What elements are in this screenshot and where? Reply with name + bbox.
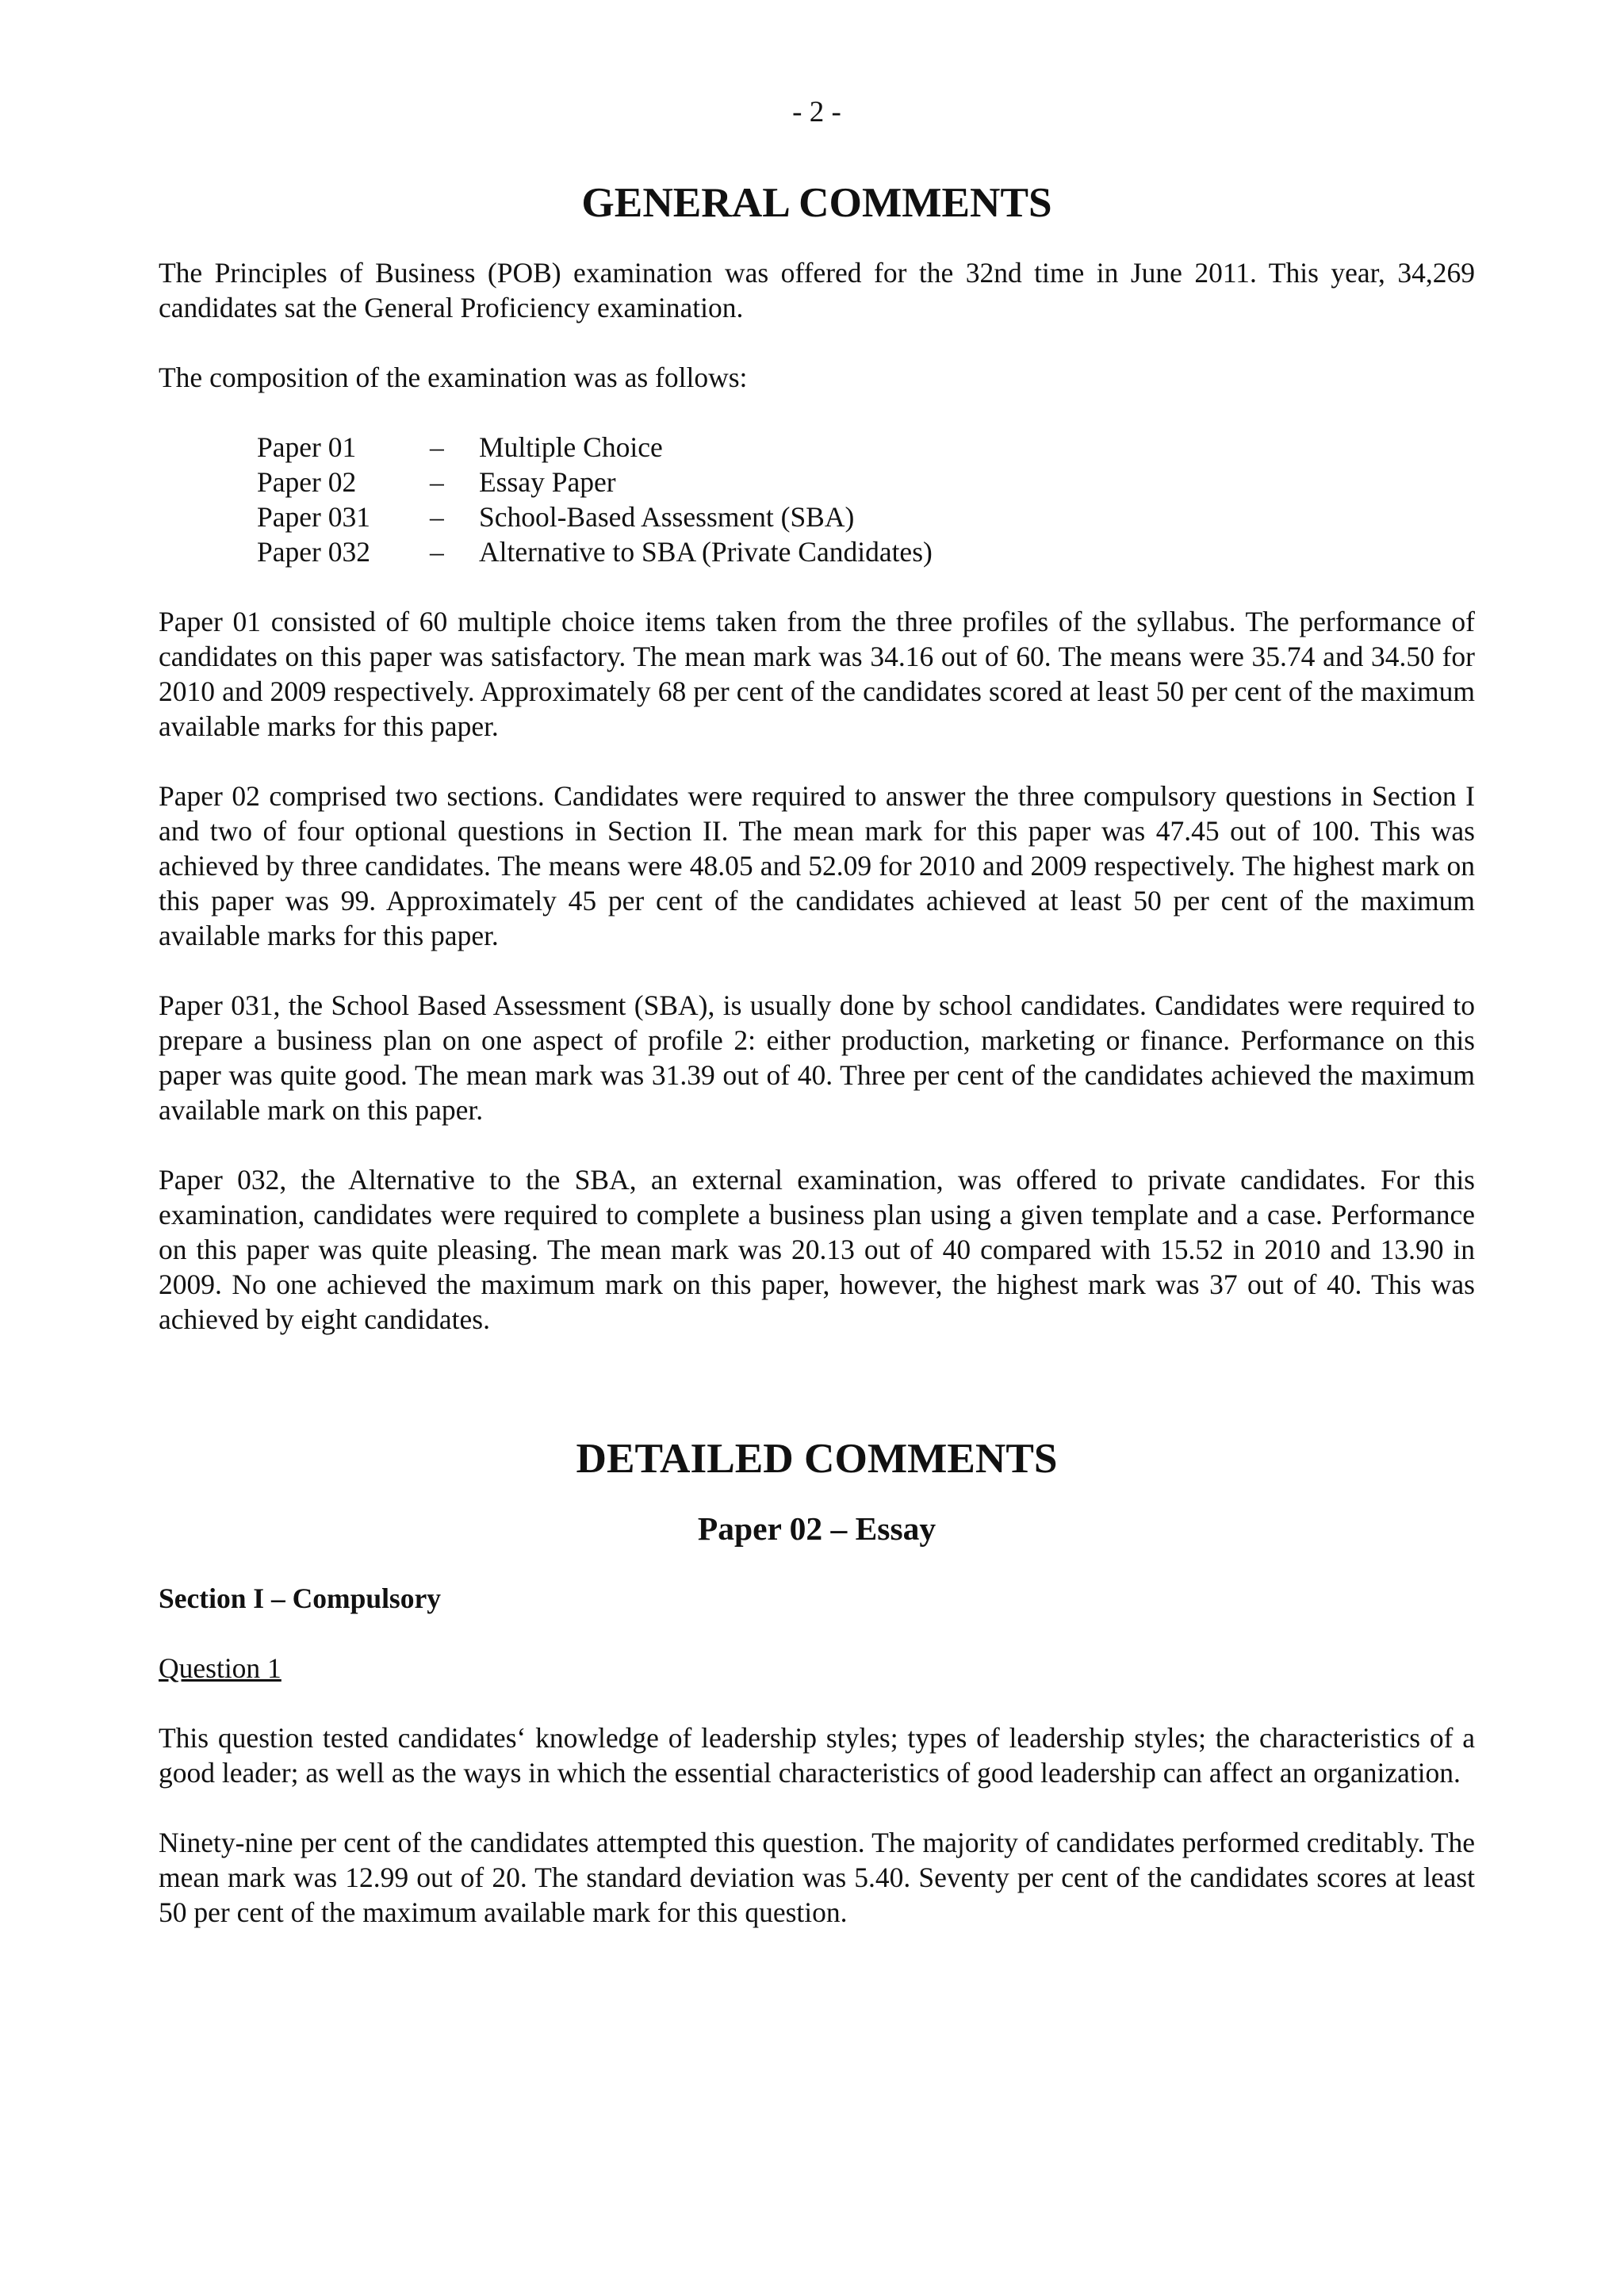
- question-1-performance: Ninety-nine per cent of the candidates attempted this question. The majority of candidates performed creditably. The mean mark was 12.99 out of 20. The standard deviation was 5.40. Seventy per cent of the candidates scores at least 50 per cent of the maximum available mark for this question.: [159, 1827, 1475, 1928]
- question-1-description: This question tested candidates‘ knowledge of leadership styles; types of leadership styles; the characteristics of a good leader; as well as the ways in which the essential characteristics of good leadership can affect an organization.: [159, 1722, 1475, 1789]
- composition-dash: –: [430, 466, 444, 498]
- detailed-comments-heading: DETAILED COMMENTS: [576, 1435, 1058, 1482]
- composition-row: [257, 534, 933, 569]
- general-comments-heading: GENERAL COMMENTS: [581, 179, 1052, 226]
- paper-02-paragraph: Paper 02 comprised two sections. Candidates were required to answer the three compulsory questions in Section I and two of four optional questions in Section II. The mean mark for this paper was 47.45 out of 100. This was achieved by three candidates. The means were 48.05 and 52.09 for 2010 and 2009 respectively. The highest mark on this paper was 99. Approximately 45 per cent of the candidates achieved at least 50 per cent of the maximum available marks for this paper.: [159, 780, 1475, 951]
- paper-031-paragraph: Paper 031, the School Based Assessment (SBA), is usually done by school candidates. Candidates were required to prepare a business plan on one aspect of profile 2: either production, marketing or finance. Performance on this paper was quite good. The mean mark was 31.39 out of 40. Three per cent of the candidates achieved the maximum available mark on this paper.: [159, 989, 1475, 1126]
- section-spacer: [159, 1372, 1475, 1441]
- composition-row: [257, 499, 933, 534]
- composition-paper: Paper 032: [257, 536, 370, 568]
- section-i-title: Section I – Compulsory: [159, 1582, 442, 1614]
- composition-intro: The composition of the examination was as follows:: [159, 362, 748, 393]
- composition-row: [257, 465, 933, 499]
- paper-02-essay-heading: Paper 02 – Essay: [697, 1510, 936, 1547]
- composition-dash: –: [430, 536, 444, 568]
- document-page: [159, 95, 1475, 1965]
- paper-032-paragraph: Paper 032, the Alternative to the SBA, an external examination, was offered to private candidates. For this examination, candidates were required to complete a business plan using a given template and a case. Performance on this paper was quite pleasing. The mean mark was 20.13 out of 40 compared with 15.52 in 2010 and 13.90 in 2009. No one achieved the maximum mark on this paper, however, the highest mark was 37 out of 40. This was achieved by eight candidates.: [159, 1164, 1475, 1335]
- composition-paper: Paper 02: [257, 466, 357, 498]
- composition-description: School-Based Assessment (SBA): [479, 501, 855, 533]
- paper-01-paragraph: Paper 01 consisted of 60 multiple choice items taken from the three profiles of the syllabus. The performance of candidates on this paper was satisfactory. The mean mark was 34.16 out of 60. The means were 35.74 and 34.50 for 2010 and 2009 respectively. Approximately 68 per cent of the candidates scored at least 50 per cent of the maximum available marks for this paper.: [159, 606, 1475, 742]
- composition-description: Alternative to SBA (Private Candidates): [479, 536, 933, 568]
- composition-dash: –: [430, 431, 444, 463]
- composition-paper: Paper 031: [257, 501, 370, 533]
- composition-table: [257, 430, 933, 569]
- composition-dash: –: [430, 501, 444, 533]
- question-1-title: Question 1: [159, 1652, 282, 1684]
- composition-description: Multiple Choice: [479, 431, 663, 463]
- composition-description: Essay Paper: [479, 466, 616, 498]
- composition-row: [257, 430, 933, 465]
- intro-paragraph: The Principles of Business (POB) examination was offered for the 32nd time in June 2011. This year, 34,269 candidates sat the General Proficiency examination.: [159, 257, 1475, 323]
- page-number: - 2 -: [792, 96, 841, 128]
- composition-paper: Paper 01: [257, 431, 357, 463]
